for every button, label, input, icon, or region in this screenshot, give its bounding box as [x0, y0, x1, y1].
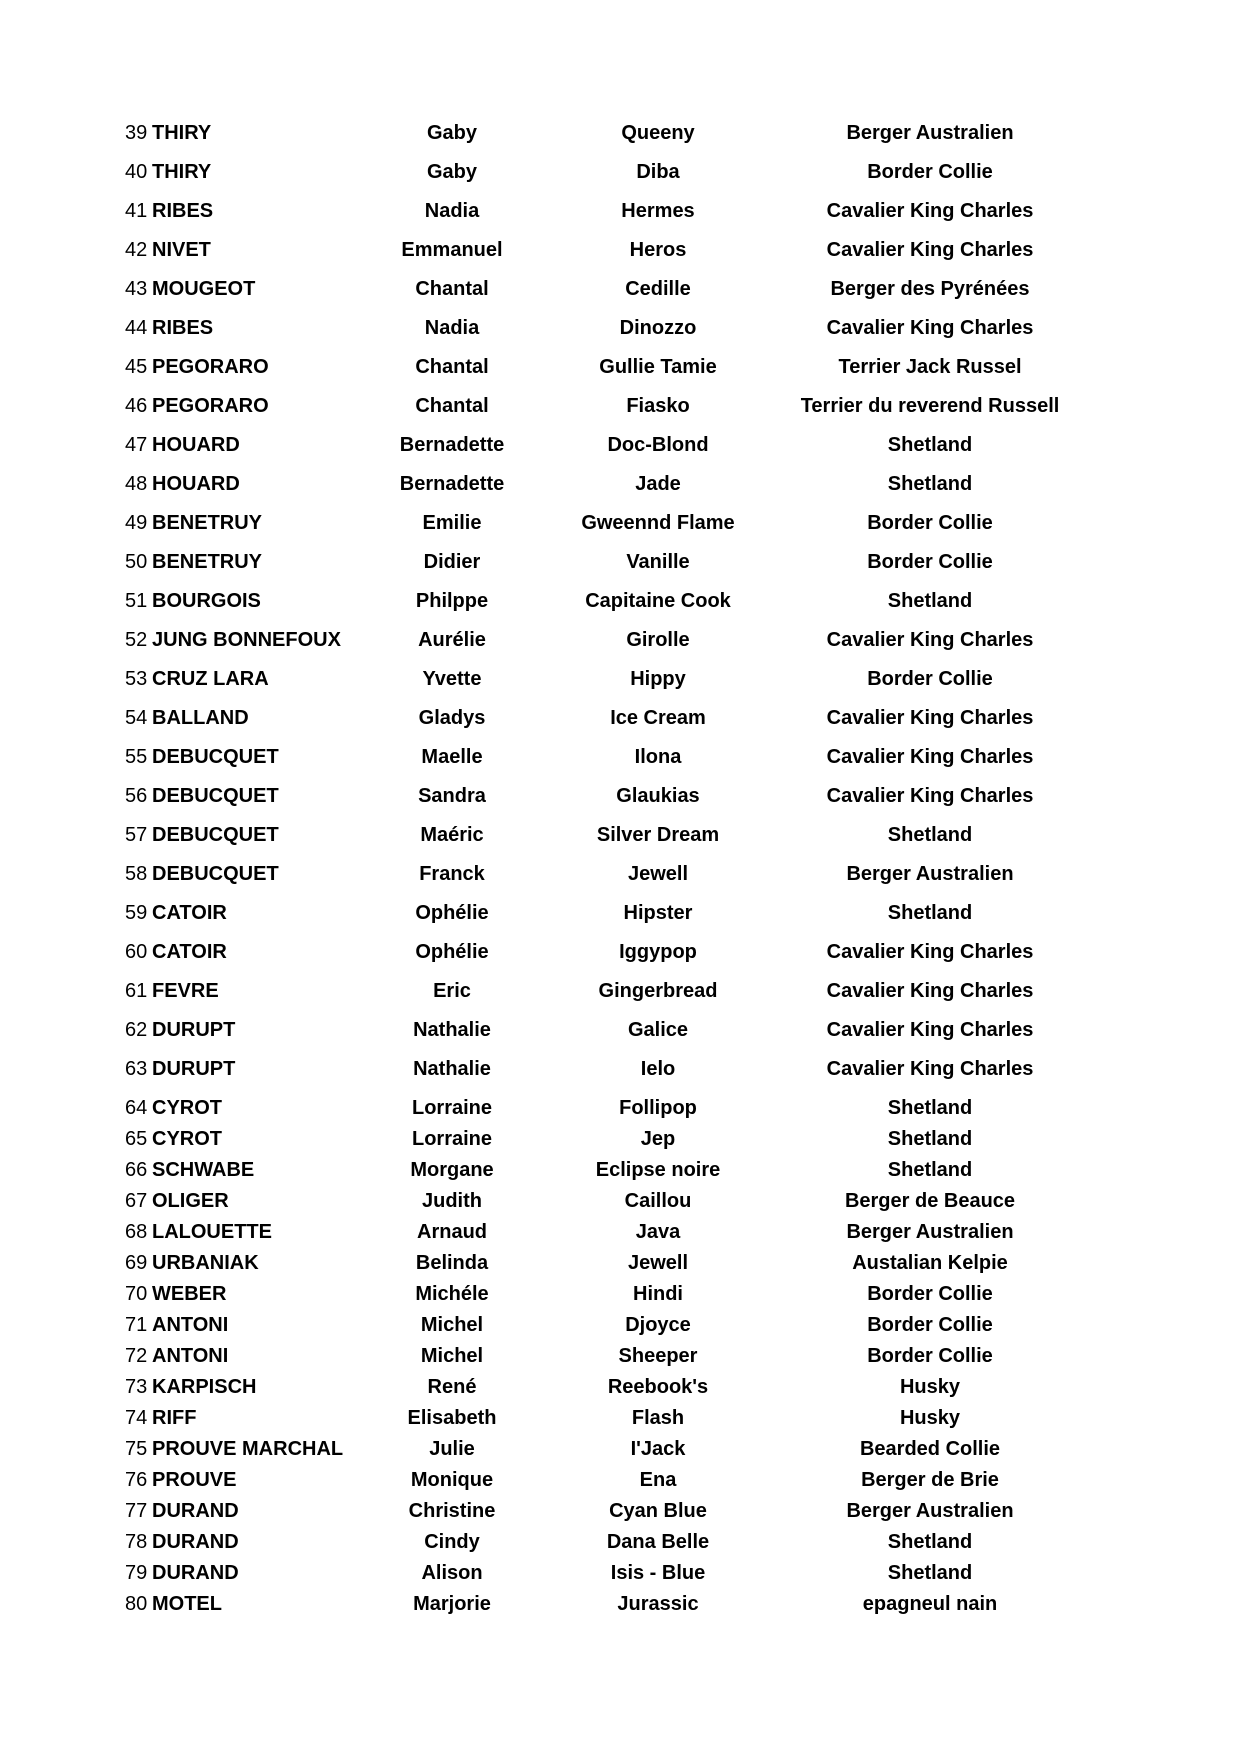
list-row: [125, 745, 1085, 784]
entry-number: 55: [125, 746, 148, 768]
owner-first-name: Franck: [419, 863, 485, 885]
owner-first-name: Didier: [423, 551, 481, 573]
dog-breed: Husky: [899, 1376, 961, 1398]
owner-last-name: LALOUETTE: [152, 1221, 272, 1243]
entry-number: 43: [125, 278, 148, 300]
entry-number: 65: [125, 1128, 148, 1150]
entry-number: 42: [125, 239, 148, 261]
owner-last-name: PEGORARO: [152, 395, 269, 417]
entry-number: 67: [125, 1190, 148, 1212]
owner-first-name: Monique: [410, 1469, 494, 1491]
entry-number: 80: [125, 1593, 148, 1615]
dog-breed: Cavalier King Charles: [826, 980, 1034, 1002]
owner-first-name: Christine: [408, 1500, 496, 1522]
owner-first-name: Lorraine: [411, 1097, 493, 1119]
owner-last-name: CYROT: [152, 1128, 222, 1150]
dog-breed: Shetland: [887, 1562, 973, 1584]
list-row: [125, 238, 1085, 277]
dog-name: Iggypop: [619, 941, 697, 963]
owner-last-name: BOURGOIS: [152, 590, 261, 612]
owner-last-name: RIFF: [152, 1407, 197, 1429]
entry-number: 57: [125, 824, 148, 846]
list-row: [125, 355, 1085, 394]
dog-name: Dinozzo: [619, 317, 697, 339]
list-row: [125, 1468, 1085, 1499]
dog-breed: Cavalier King Charles: [826, 239, 1034, 261]
list-row: [125, 277, 1085, 316]
owner-first-name: Yvette: [422, 668, 482, 690]
list-row: [125, 667, 1085, 706]
dog-breed: Shetland: [887, 1128, 973, 1150]
dog-breed: Shetland: [887, 824, 973, 846]
dog-name: Eclipse noire: [595, 1159, 721, 1181]
owner-first-name: Nadia: [424, 317, 480, 339]
entry-number: 50: [125, 551, 148, 573]
dog-breed: Border Collie: [867, 1283, 993, 1305]
dog-name: Fiasko: [626, 395, 690, 417]
dog-breed: Husky: [899, 1407, 961, 1429]
entry-number: 77: [125, 1500, 148, 1522]
dog-breed: Austalian Kelpie: [852, 1252, 1008, 1274]
dog-name: Hipster: [623, 902, 693, 924]
dog-breed: Cavalier King Charles: [826, 746, 1034, 768]
dog-breed: Cavalier King Charles: [826, 1019, 1034, 1041]
dog-breed: Shetland: [887, 1159, 973, 1181]
dog-name: Jewell: [627, 863, 689, 885]
list-row: [125, 1057, 1085, 1096]
entry-number: 66: [125, 1159, 148, 1181]
entry-number: 76: [125, 1469, 148, 1491]
entry-number: 60: [125, 941, 148, 963]
owner-first-name: Emilie: [422, 512, 482, 534]
entry-number: 39: [125, 122, 148, 144]
dog-breed: Berger des Pyrénées: [830, 278, 1030, 300]
dog-breed: Shetland: [887, 590, 973, 612]
dog-name: Vanille: [626, 551, 690, 573]
owner-last-name: RIBES: [152, 317, 214, 339]
dog-name: Flash: [631, 1407, 685, 1429]
entry-number: 52: [125, 629, 148, 651]
list-row: [125, 1158, 1085, 1189]
dog-breed: Terrier Jack Russel: [838, 356, 1022, 378]
dog-name: Ena: [639, 1469, 677, 1491]
dog-breed: Border Collie: [867, 1345, 993, 1367]
dog-breed: Cavalier King Charles: [826, 629, 1034, 651]
dog-name: Queeny: [621, 122, 695, 144]
dog-name: I'Jack: [630, 1438, 686, 1460]
owner-first-name: Alison: [421, 1562, 483, 1584]
dog-breed: Bearded Collie: [859, 1438, 1001, 1460]
dog-name: Hindi: [633, 1283, 683, 1305]
list-row: [125, 1592, 1085, 1623]
owner-last-name: NIVET: [152, 239, 211, 261]
owner-first-name: Chantal: [415, 278, 489, 300]
owner-last-name: ANTONI: [152, 1314, 229, 1336]
owner-last-name: DEBUCQUET: [152, 785, 279, 807]
owner-last-name: CYROT: [152, 1097, 222, 1119]
dog-name: Gullie Tamie: [599, 356, 717, 378]
dog-breed: Cavalier King Charles: [826, 200, 1034, 222]
dog-breed: Cavalier King Charles: [826, 941, 1034, 963]
list-row: [125, 1344, 1085, 1375]
entry-number: 73: [125, 1376, 148, 1398]
list-row: [125, 706, 1085, 745]
dog-breed: Shetland: [887, 1097, 973, 1119]
list-row: [125, 901, 1085, 940]
owner-first-name: Michel: [420, 1314, 484, 1336]
list-row: [125, 1251, 1085, 1282]
dog-breed: Berger Australien: [846, 1500, 1014, 1522]
entry-number: 44: [125, 317, 148, 339]
entry-number: 47: [125, 434, 148, 456]
owner-last-name: DURUPT: [152, 1058, 236, 1080]
owner-first-name: Aurélie: [418, 629, 486, 651]
entry-number: 61: [125, 980, 148, 1002]
owner-first-name: Gaby: [426, 122, 478, 144]
dog-breed: Berger Australien: [846, 863, 1014, 885]
list-row: [125, 1437, 1085, 1468]
entry-number: 72: [125, 1345, 148, 1367]
entry-number: 79: [125, 1562, 148, 1584]
list-row: [125, 121, 1085, 160]
owner-first-name: Bernadette: [399, 473, 505, 495]
owner-last-name: CATOIR: [152, 902, 227, 924]
dog-breed: Shetland: [887, 473, 973, 495]
list-row: [125, 160, 1085, 199]
list-row: [125, 1375, 1085, 1406]
owner-last-name: MOTEL: [152, 1593, 222, 1615]
entry-number: 69: [125, 1252, 148, 1274]
list-row: [125, 1406, 1085, 1437]
dog-breed: Cavalier King Charles: [826, 785, 1034, 807]
owner-first-name: Philppe: [415, 590, 489, 612]
dog-name: Follipop: [619, 1097, 697, 1119]
dog-breed: Cavalier King Charles: [826, 707, 1034, 729]
dog-name: Dana Belle: [606, 1531, 710, 1553]
owner-first-name: Chantal: [415, 356, 489, 378]
dog-name: Isis - Blue: [610, 1562, 706, 1584]
dog-name: Hermes: [621, 200, 695, 222]
dog-breed: Shetland: [887, 434, 973, 456]
owner-last-name: DURAND: [152, 1500, 239, 1522]
list-row: [125, 316, 1085, 355]
entry-number: 54: [125, 707, 148, 729]
list-row: [125, 979, 1085, 1018]
owner-first-name: Michéle: [415, 1283, 489, 1305]
owner-last-name: BALLAND: [152, 707, 249, 729]
list-row: [125, 1530, 1085, 1561]
entry-number: 78: [125, 1531, 148, 1553]
entry-number: 58: [125, 863, 148, 885]
owner-last-name: DURAND: [152, 1531, 239, 1553]
dog-name: Ice Cream: [610, 707, 706, 729]
entry-number: 71: [125, 1314, 148, 1336]
dog-breed: Border Collie: [867, 551, 993, 573]
dog-name: Jep: [640, 1128, 676, 1150]
owner-first-name: Lorraine: [411, 1128, 493, 1150]
dog-name: Cedille: [625, 278, 691, 300]
entry-number: 74: [125, 1407, 148, 1429]
list-row: [125, 1499, 1085, 1530]
dog-name: Java: [635, 1221, 681, 1243]
list-row: [125, 1220, 1085, 1251]
dog-name: Gingerbread: [598, 980, 718, 1002]
dog-name: Galice: [627, 1019, 689, 1041]
list-row: [125, 199, 1085, 238]
owner-last-name: PROUVE MARCHAL: [152, 1438, 344, 1460]
entry-number: 51: [125, 590, 148, 612]
owner-first-name: Judith: [422, 1190, 482, 1212]
owner-first-name: Bernadette: [399, 434, 505, 456]
entry-number: 41: [125, 200, 148, 222]
owner-last-name: SCHWABE: [152, 1159, 255, 1181]
list-row: [125, 472, 1085, 511]
dog-name: Girolle: [626, 629, 690, 651]
entry-number: 59: [125, 902, 148, 924]
entry-number: 48: [125, 473, 148, 495]
owner-first-name: Marjorie: [413, 1593, 491, 1615]
list-row: [125, 394, 1085, 433]
owner-first-name: Eric: [433, 980, 471, 1002]
owner-first-name: Emmanuel: [401, 239, 503, 261]
owner-last-name: DURUPT: [152, 1019, 236, 1041]
dog-name: Glaukias: [616, 785, 700, 807]
entry-number: 62: [125, 1019, 148, 1041]
dog-name: Jurassic: [617, 1593, 699, 1615]
list-row: [125, 823, 1085, 862]
list-row: [125, 784, 1085, 823]
dog-breed: Border Collie: [867, 1314, 993, 1336]
owner-first-name: Maéric: [420, 824, 484, 846]
dog-breed: epagneul nain: [862, 1593, 998, 1615]
owner-first-name: Morgane: [410, 1159, 494, 1181]
owner-last-name: CATOIR: [152, 941, 227, 963]
owner-first-name: Belinda: [415, 1252, 489, 1274]
owner-last-name: BENETRUY: [152, 551, 263, 573]
owner-first-name: Ophélie: [415, 902, 489, 924]
owner-last-name: THIRY: [152, 161, 212, 183]
owner-first-name: Gaby: [426, 161, 478, 183]
dog-name: Cyan Blue: [609, 1500, 707, 1522]
owner-first-name: Sandra: [418, 785, 486, 807]
list-row: [125, 511, 1085, 550]
dog-breed: Berger Australien: [846, 122, 1014, 144]
list-row: [125, 550, 1085, 589]
owner-first-name: Arnaud: [417, 1221, 487, 1243]
owner-last-name: FEVRE: [152, 980, 219, 1002]
dog-name: Heros: [629, 239, 687, 261]
entry-number: 45: [125, 356, 148, 378]
list-row: [125, 433, 1085, 472]
list-row: [125, 940, 1085, 979]
owner-first-name: Nathalie: [413, 1019, 491, 1041]
dog-name: Gweennd Flame: [581, 512, 735, 534]
entry-number: 63: [125, 1058, 148, 1080]
list-row: [125, 589, 1085, 628]
dog-name: Hippy: [630, 668, 686, 690]
entry-number: 56: [125, 785, 148, 807]
list-row: [125, 1561, 1085, 1592]
dog-name: Ilona: [634, 746, 682, 768]
owner-last-name: RIBES: [152, 200, 214, 222]
owner-last-name: CRUZ LARA: [152, 668, 269, 690]
entry-number: 70: [125, 1283, 148, 1305]
owner-last-name: PEGORARO: [152, 356, 269, 378]
owner-last-name: WEBER: [152, 1283, 227, 1305]
owner-first-name: Gladys: [418, 707, 486, 729]
owner-first-name: Ophélie: [415, 941, 489, 963]
owner-first-name: Nadia: [424, 200, 480, 222]
list-row: [125, 628, 1085, 667]
owner-last-name: ANTONI: [152, 1345, 229, 1367]
owner-last-name: DEBUCQUET: [152, 824, 279, 846]
owner-first-name: Maelle: [421, 746, 483, 768]
dog-breed: Border Collie: [867, 512, 993, 534]
owner-last-name: HOUARD: [152, 473, 240, 495]
owner-first-name: Julie: [429, 1438, 475, 1460]
dog-breed: Berger Australien: [846, 1221, 1014, 1243]
participant-list: [125, 121, 1085, 1623]
owner-last-name: MOUGEOT: [152, 278, 256, 300]
dog-breed: Border Collie: [867, 668, 993, 690]
dog-name: Ielo: [640, 1058, 676, 1080]
owner-first-name: Nathalie: [413, 1058, 491, 1080]
entry-number: 64: [125, 1097, 148, 1119]
list-row: [125, 1018, 1085, 1057]
owner-last-name: THIRY: [152, 122, 212, 144]
list-row: [125, 1189, 1085, 1220]
dog-breed: Berger de Brie: [861, 1469, 999, 1491]
list-row: [125, 1313, 1085, 1344]
dog-name: Capitaine Cook: [585, 590, 731, 612]
entry-number: 40: [125, 161, 148, 183]
owner-last-name: JUNG BONNEFOUX: [152, 629, 341, 651]
owner-last-name: DEBUCQUET: [152, 746, 279, 768]
owner-last-name: HOUARD: [152, 434, 240, 456]
owner-last-name: OLIGER: [152, 1190, 229, 1212]
list-row: [125, 1096, 1085, 1127]
owner-last-name: URBANIAK: [152, 1252, 259, 1274]
dog-breed: Cavalier King Charles: [826, 317, 1034, 339]
list-row: [125, 1282, 1085, 1313]
dog-breed: Cavalier King Charles: [826, 1058, 1034, 1080]
dog-name: Caillou: [624, 1190, 692, 1212]
entry-number: 53: [125, 668, 148, 690]
owner-last-name: BENETRUY: [152, 512, 263, 534]
owner-first-name: Michel: [420, 1345, 484, 1367]
owner-last-name: PROUVE: [152, 1469, 237, 1491]
dog-breed: Terrier du reverend Russell: [800, 395, 1060, 417]
entry-number: 75: [125, 1438, 148, 1460]
owner-last-name: DURAND: [152, 1562, 239, 1584]
dog-name: Reebook's: [607, 1376, 709, 1398]
owner-first-name: René: [427, 1376, 477, 1398]
dog-name: Sheeper: [618, 1345, 698, 1367]
owner-last-name: KARPISCH: [152, 1376, 257, 1398]
dog-name: Doc-Blond: [607, 434, 709, 456]
dog-name: Djoyce: [625, 1314, 691, 1336]
dog-name: Jade: [635, 473, 681, 495]
dog-name: Jewell: [627, 1252, 689, 1274]
dog-name: Silver Dream: [596, 824, 720, 846]
owner-first-name: Elisabeth: [407, 1407, 497, 1429]
entry-number: 46: [125, 395, 148, 417]
dog-breed: Berger de Beauce: [844, 1190, 1016, 1212]
dog-breed: Shetland: [887, 902, 973, 924]
list-row: [125, 862, 1085, 901]
dog-breed: Border Collie: [867, 161, 993, 183]
list-row: [125, 1127, 1085, 1158]
dog-breed: Shetland: [887, 1531, 973, 1553]
entry-number: 68: [125, 1221, 148, 1243]
owner-first-name: Cindy: [424, 1531, 480, 1553]
dog-name: Diba: [636, 161, 680, 183]
owner-last-name: DEBUCQUET: [152, 863, 279, 885]
entry-number: 49: [125, 512, 148, 534]
owner-first-name: Chantal: [415, 395, 489, 417]
